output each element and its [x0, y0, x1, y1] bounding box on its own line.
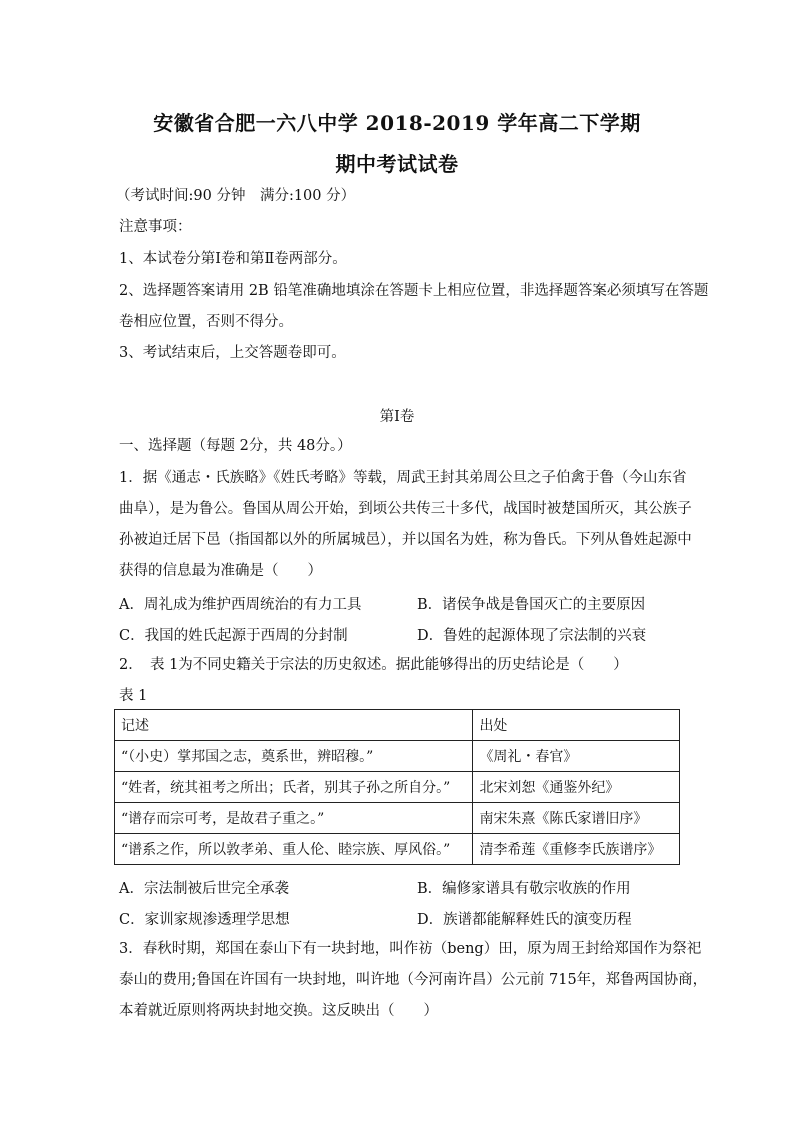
table-row [115, 772, 680, 803]
notice-item-3: 3、考试结束后，上交答题卷即可。 [119, 345, 346, 361]
q1-option-b: B．诸侯争战是鲁国灭亡的主要原因 [417, 597, 646, 613]
table-cell-source: 清李希莲《重修李氏族谱序》 [473, 834, 680, 865]
part-heading: 一、选择题（每题 2分，共 48分。） [119, 438, 352, 454]
notice-heading: 注意事项： [119, 219, 192, 235]
table-cell-record: “姓者，统其祖考之所出；氏者，别其子孙之所自分。” [115, 772, 473, 803]
table-cell-source: 北宋刘恕《通鉴外纪》 [473, 772, 680, 803]
table-cell-record: “谱存而宗可考，是故君子重之。” [115, 803, 473, 834]
table-row [115, 803, 680, 834]
exam-info: （考试时间:90 分钟 满分:100 分） [116, 188, 356, 204]
volume-title: 第Ⅰ卷 [379, 409, 415, 425]
q2-source-table [114, 709, 680, 865]
q2-table-label: 表 1 [119, 688, 148, 704]
notice-item-2-line1: 2、选择题答案请用 2B 铅笔准确地填涂在答题卡上相应位置，非选择题答案必须填写在答题 [119, 283, 709, 299]
q2-option-c: C．家训家规渗透理学思想 [119, 912, 290, 928]
table-header-cell: 出处 [473, 710, 680, 741]
notice-item-2-line2: 卷相应位置，否则不得分。 [119, 314, 293, 330]
q1-option-c: C．我国的姓氏起源于西周的分封制 [119, 628, 348, 644]
table-cell-record: “（小史）掌邦国之志，奠系世，辨昭穆。” [115, 741, 473, 772]
table-cell-record: “谱系之作，所以敦孝弟、重人伦、睦宗族、厚风俗。” [115, 834, 473, 865]
q1-stem-line4: 获得的信息最为准确是（ ） [119, 563, 322, 579]
table-cell-source: 《周礼・春官》 [473, 741, 680, 772]
q2-option-a: A．宗法制被后世完全承袭 [119, 881, 289, 897]
q1-option-a: A．周礼成为维护西周统治的有力工具 [119, 597, 362, 613]
q1-stem-line3: 孙被迫迁居下邑（指国都以外的所属城邑），并以国名为姓，称为鲁氏。下列从鲁姓起源中 [119, 532, 692, 548]
q2-stem: 2． 表 1为不同史籍关于宗法的历史叙述。据此能够得出的历史结论是（ ） [119, 657, 628, 673]
q3-stem-line2: 泰山的费用;鲁国在许国有一块封地，叫许地（今河南许昌）公元前 715年，郑鲁两国协商， [119, 972, 708, 988]
q1-stem-line2: 曲阜），是为鲁公。鲁国从周公开始，到顷公共传三十多代，战国时被楚国所灭，其公族子 [119, 501, 692, 517]
table-row [115, 741, 680, 772]
q3-stem-line1: 3．春秋时期，郑国在泰山下有一块封地，叫作祊（beng）田，原为周王封给郑国作为祭祀 [119, 941, 702, 957]
table-row [115, 834, 680, 865]
exam-title-line1: 安徽省合肥一六八中学 2018-2019 学年高二下学期 [153, 111, 641, 135]
table-header-cell: 记述 [115, 710, 473, 741]
q2-option-b: B．编修家谱具有敬宗收族的作用 [417, 881, 631, 897]
table-header-row [115, 710, 680, 741]
exam-title-line2: 期中考试试卷 [335, 152, 459, 176]
q3-stem-line3: 本着就近原则将两块封地交换。这反映出（ ） [119, 1003, 438, 1019]
notice-item-1: 1、本试卷分第Ⅰ卷和第Ⅱ卷两部分。 [119, 251, 347, 267]
table-cell-source: 南宋朱熹《陈氏家谱旧序》 [473, 803, 680, 834]
q1-option-d: D．鲁姓的起源体现了宗法制的兴衰 [417, 628, 647, 644]
q2-option-d: D．族谱都能解释姓氏的演变历程 [417, 912, 632, 928]
q1-stem-line1: 1．据《通志・氏族略》《姓氏考略》等载，周武王封其弟周公旦之子伯禽于鲁（今山东省 [119, 470, 687, 486]
